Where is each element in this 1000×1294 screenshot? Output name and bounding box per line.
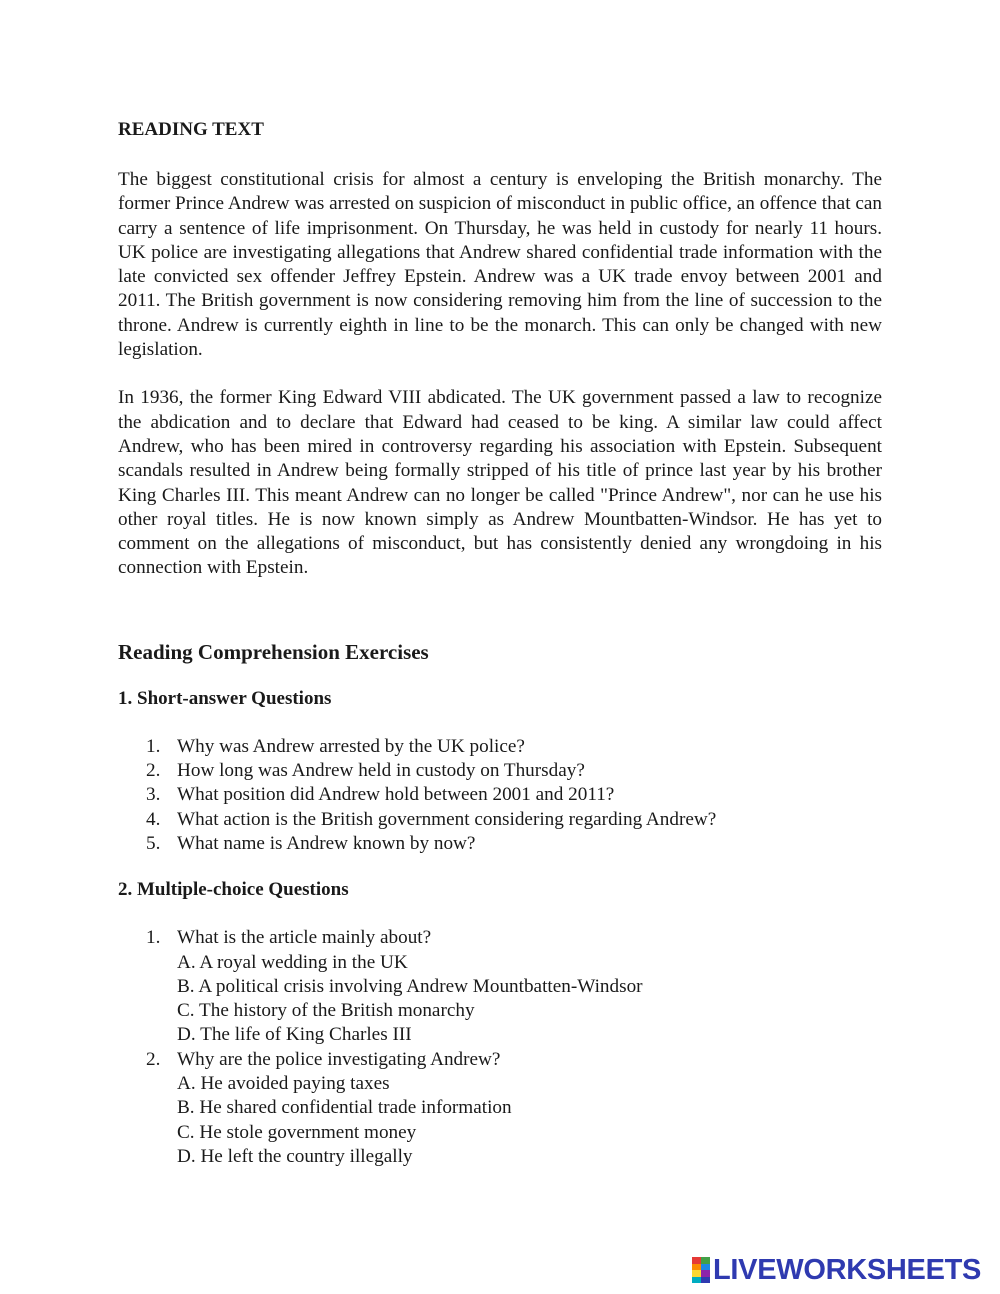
question-number: 2.: [146, 1048, 161, 1070]
answer-option[interactable]: A. A royal wedding in the UK: [177, 951, 408, 973]
short-answer-question: [118, 759, 882, 783]
multiple-choice-question: [118, 1048, 882, 1169]
exercises-title: Reading Comprehension Exercises: [118, 639, 429, 664]
logo-text: LIVEWORKSHEETS: [713, 1254, 982, 1286]
answer-option[interactable]: C. He stole government money: [177, 1121, 417, 1143]
reading-paragraph-1: The biggest constitutional crisis for almost a century is enveloping the British monarchy. The former Prince Andrew was arrested on suspicion of misconduct in public office, an offence that can carry a sentence of life imprisonment. On Thursday, he was held in custody for nearly 11 hours. UK police are investigating allegations that Andrew shared confidential trade information with the late convicted sex offender Jeffrey Epstein. Andrew was a UK trade envoy between 2001 and 2011. The British government is now considering removing him from the line of succession to the throne. Andrew is currently eighth in line to be the monarch. This can only be changed with new legislation.: [118, 169, 882, 361]
answer-option[interactable]: A. He avoided paying taxes: [177, 1073, 390, 1095]
reading-title: READING TEXT: [118, 119, 264, 140]
short-answer-list: [118, 735, 882, 856]
question-text: Why was Andrew arrested by the UK police?: [177, 735, 525, 757]
answer-option[interactable]: B. A political crisis involving Andrew Mountbatten-Windsor: [177, 975, 643, 997]
question-text: What name is Andrew known by now?: [177, 832, 476, 854]
question-text: How long was Andrew held in custody on Thursday?: [177, 760, 585, 782]
question-number: 2.: [146, 760, 161, 782]
multiple-choice-list: [118, 926, 882, 1169]
question-number: 5.: [146, 832, 161, 854]
short-answer-question: [118, 783, 882, 807]
question-number: 1.: [146, 735, 161, 757]
short-answer-question: [118, 808, 882, 832]
short-answer-question: [118, 735, 882, 759]
liveworksheets-logo: [692, 1255, 981, 1285]
answer-options: [177, 951, 882, 1048]
multiple-choice-question: [118, 926, 882, 1047]
reading-paragraph-2: In 1936, the former King Edward VIII abdicated. The UK government passed a law to recognize the abdication and to declare that Edward had ceased to be king. A similar law could affect Andrew, who has been mired in controversy regarding his association with Epstein. Subsequent scandals resulted in Andrew being formally stripped of his title of prince last year by his brother King Charles III. This meant Andrew can no longer be called "Prince Andrew", nor can he use his other royal titles. He is now known simply as Andrew Mountbatten-Windsor. He has yet to comment on the allegations of misconduct, but has consistently denied any wrongdoing in his connection with Epstein.: [118, 387, 882, 579]
logo-mark-icon: [692, 1257, 710, 1283]
question-number: 4.: [146, 808, 161, 830]
question-text: What is the article mainly about?: [177, 927, 432, 949]
question-text: What position did Andrew hold between 2001 and 2011?: [177, 784, 615, 806]
short-answer-question: [118, 832, 882, 856]
answer-option[interactable]: D. He left the country illegally: [177, 1145, 413, 1167]
question-text: Why are the police investigating Andrew?: [177, 1048, 501, 1070]
short-answer-title: 1. Short-answer Questions: [118, 687, 332, 709]
worksheet-page: [118, 118, 882, 1169]
question-text: What action is the British government considering regarding Andrew?: [177, 808, 717, 830]
multiple-choice-title: 2. Multiple-choice Questions: [118, 879, 349, 901]
question-number: 3.: [146, 784, 161, 806]
answer-option[interactable]: B. He shared confidential trade information: [177, 1097, 512, 1119]
question-number: 1.: [146, 927, 161, 949]
answer-option[interactable]: C. The history of the British monarchy: [177, 1000, 475, 1022]
answer-options: [177, 1072, 882, 1169]
answer-option[interactable]: D. The life of King Charles III: [177, 1024, 412, 1046]
